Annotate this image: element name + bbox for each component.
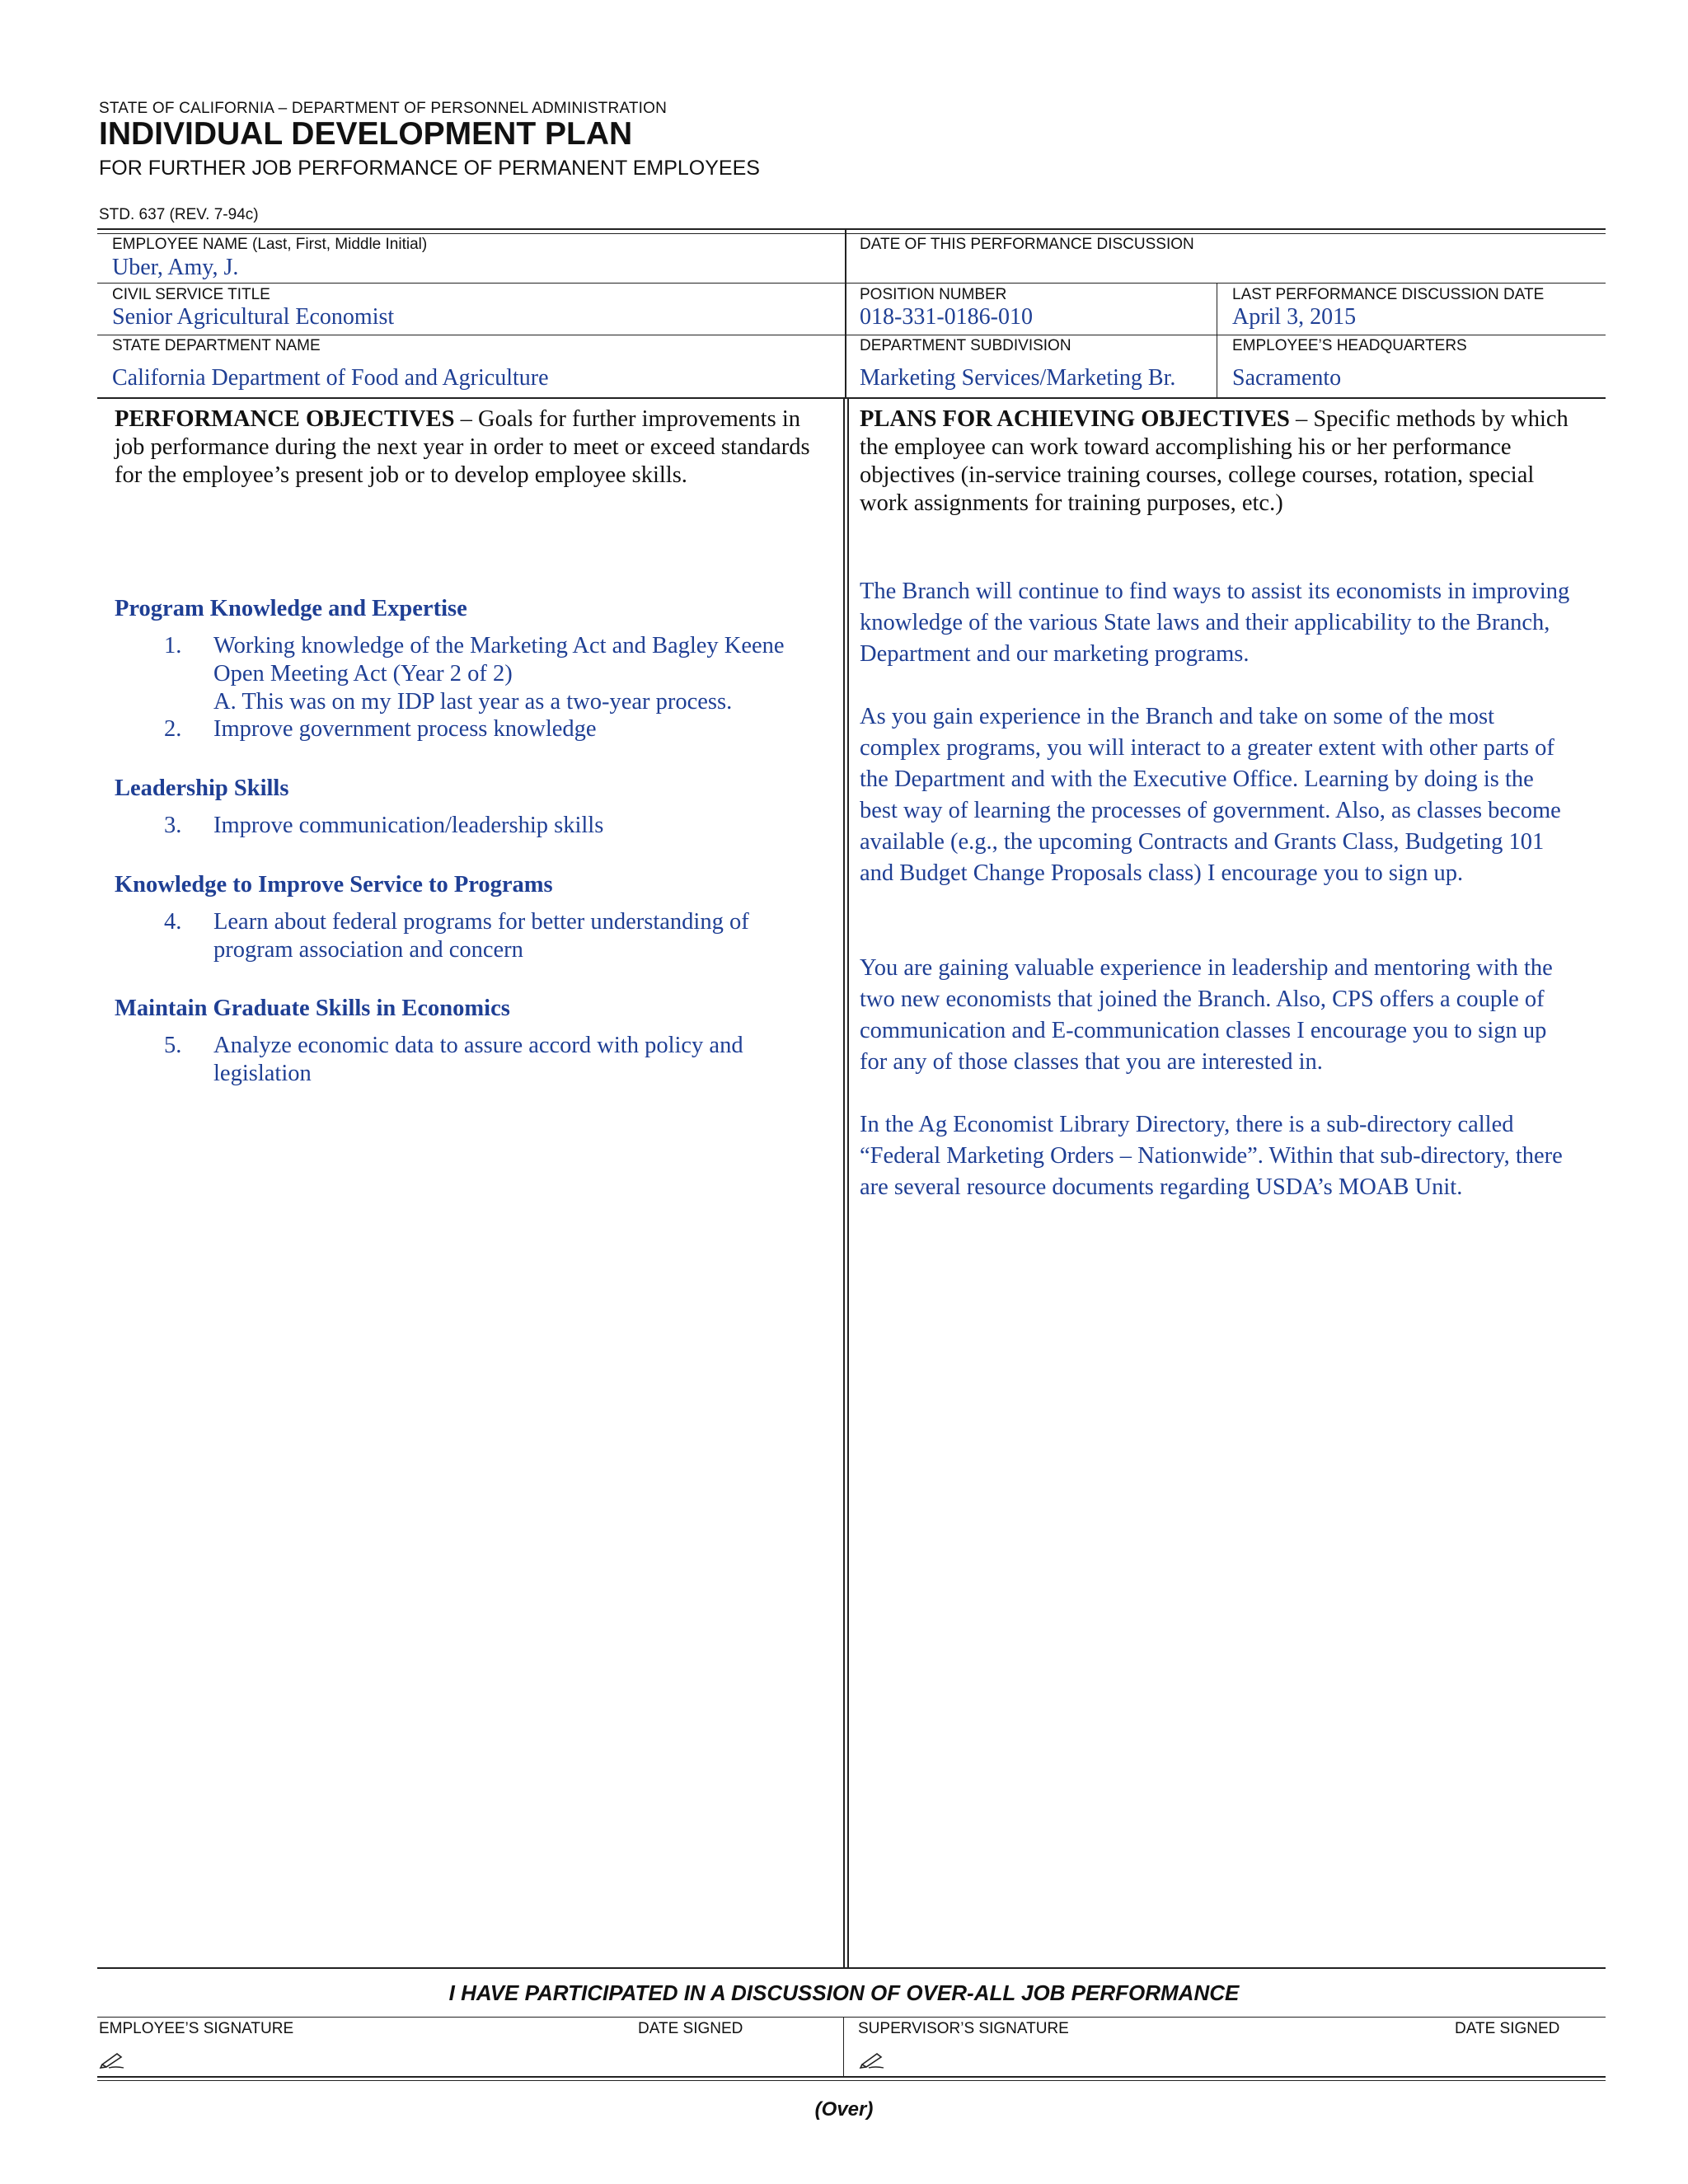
column-divider bbox=[843, 398, 845, 1967]
employee-signature-label: EMPLOYEE’S SIGNATURE bbox=[99, 2020, 294, 2037]
section-heading: Leadership Skills bbox=[115, 776, 289, 801]
item-subtext: A. This was on my IDP last year as a two-year process. bbox=[213, 689, 733, 715]
header-column-divider bbox=[845, 230, 846, 398]
objectives-intro bbox=[115, 405, 823, 490]
item-text: Improve communication/leadership skills bbox=[213, 813, 604, 838]
position-number-field[interactable]: 018-331-0186-010 bbox=[860, 304, 1033, 330]
plans-intro bbox=[860, 405, 1585, 518]
last-discussion-date-field[interactable]: April 3, 2015 bbox=[1232, 304, 1357, 330]
department-field[interactable]: California Department of Food and Agriculture bbox=[112, 365, 549, 391]
discussion-date-label: DATE OF THIS PERFORMANCE DISCUSSION bbox=[860, 236, 1194, 253]
form-subtitle: FOR FURTHER JOB PERFORMANCE OF PERMANENT EMPLOYEES bbox=[99, 157, 760, 180]
over-note: (Over) bbox=[814, 2098, 874, 2121]
headquarters-label: EMPLOYEE’S HEADQUARTERS bbox=[1232, 337, 1467, 354]
plan-paragraph: The Branch will continue to find ways to assist its economists in improving knowledge of the various State laws and their applicability to the Branch, Department and our marketing programs. bbox=[860, 579, 1570, 667]
supervisor-signature-label: SUPERVISOR’S SIGNATURE bbox=[858, 2020, 1069, 2037]
bottom-rule-inner bbox=[97, 2080, 1606, 2081]
signature-rule bbox=[97, 2017, 1606, 2018]
section-heading: Knowledge to Improve Service to Programs bbox=[115, 872, 553, 898]
employee-name-field[interactable]: Uber, Amy, J. bbox=[112, 255, 239, 280]
objective-item bbox=[164, 908, 823, 964]
objectives-intro-text: – Goals for further improvements in job performance during the next year in order to meet or exceed standards for the employee’s present job or to develop employee skills. bbox=[115, 406, 810, 488]
item-number: 3. bbox=[164, 813, 182, 838]
item-text: Analyze economic data to assure accord with policy and legislation bbox=[213, 1033, 743, 1086]
civil-service-title-field[interactable]: Senior Agricultural Economist bbox=[112, 304, 395, 330]
department-label: STATE DEPARTMENT NAME bbox=[112, 337, 321, 354]
section-heading: Maintain Graduate Skills in Economics bbox=[115, 996, 510, 1021]
item-text: Learn about federal programs for better understanding of program association and concern bbox=[213, 909, 749, 963]
signature-top-rule bbox=[97, 1967, 1606, 1969]
plans-heading: PLANS FOR ACHIEVING OBJECTIVES bbox=[860, 406, 1290, 432]
row-divider bbox=[97, 283, 1606, 284]
objective-item bbox=[164, 715, 823, 743]
item-number: 4. bbox=[164, 909, 182, 935]
form-number: STD. 637 (REV. 7-94c) bbox=[99, 206, 259, 223]
last-discussion-date-label: LAST PERFORMANCE DISCUSSION DATE bbox=[1232, 286, 1545, 303]
item-number: 2. bbox=[164, 716, 182, 742]
item-number: 5. bbox=[164, 1033, 182, 1058]
top-rule bbox=[97, 228, 1606, 230]
row-divider bbox=[97, 397, 1606, 399]
item-text: Improve government process knowledge bbox=[213, 716, 597, 742]
objective-item bbox=[164, 812, 823, 840]
subdivision-field[interactable]: Marketing Services/Marketing Br. bbox=[860, 365, 1176, 391]
position-number-label: POSITION NUMBER bbox=[860, 286, 1007, 303]
signature-column-divider bbox=[843, 2017, 844, 2076]
objectives-heading: PERFORMANCE OBJECTIVES bbox=[115, 406, 455, 432]
headquarters-field[interactable]: Sacramento bbox=[1232, 365, 1342, 391]
plans-intro-text: – Specific methods by which the employee can work toward accomplishing his or her performance objectives (in-service training courses, college courses, rotation, special work assignments for training purposes, etc.) bbox=[860, 406, 1568, 516]
discussion-statement: I HAVE PARTICIPATED IN A DISCUSSION OF OVER-ALL JOB PERFORMANCE bbox=[448, 1980, 1240, 2005]
plan-paragraph: In the Ag Economist Library Directory, there is a sub-directory called “Federal Marketing Orders – Nationwide”. Within that sub-directory, there are several resource documents regarding USDA’s MOAB Unit. bbox=[860, 1112, 1563, 1200]
column-divider-inner bbox=[847, 398, 849, 1967]
employee-name-label: EMPLOYEE NAME (Last, First, Middle Initial) bbox=[112, 236, 428, 253]
form-title: INDIVIDUAL DEVELOPMENT PLAN bbox=[99, 116, 633, 152]
employee-date-label: DATE SIGNED bbox=[638, 2020, 743, 2037]
top-rule-inner bbox=[97, 233, 1606, 234]
item-text: Working knowledge of the Marketing Act and Bagley Keene Open Meeting Act (Year 2 of 2) bbox=[213, 633, 785, 687]
agency-line: STATE OF CALIFORNIA – DEPARTMENT OF PERSONNEL ADMINISTRATION bbox=[99, 100, 668, 117]
pen-sign-icon[interactable] bbox=[859, 2050, 887, 2069]
objective-item bbox=[164, 1032, 823, 1088]
supervisor-date-label: DATE SIGNED bbox=[1455, 2020, 1560, 2037]
subdivision-label: DEPARTMENT SUBDIVISION bbox=[860, 337, 1071, 354]
section-heading: Program Knowledge and Expertise bbox=[115, 596, 467, 621]
pen-sign-icon[interactable] bbox=[99, 2050, 127, 2069]
civil-service-title-label: CIVIL SERVICE TITLE bbox=[112, 286, 270, 303]
bottom-rule bbox=[97, 2076, 1606, 2078]
item-number: 1. bbox=[164, 633, 182, 658]
plan-paragraph: You are gaining valuable experience in leadership and mentoring with the two new economists that joined the Branch. Also, CPS offers a couple of communication and E-communication classes I encourage you to sign up for any of those classes that you are interested in. bbox=[860, 955, 1553, 1075]
plan-paragraph: As you gain experience in the Branch and take on some of the most complex programs, you will interact to a greater extent with other parts of the Department and with the Executive Office. Learning by doing is the best way of learning the processes of government. Also, as classes become available (e.g., the upcoming Contracts and Grants Class, Budgeting 101 and Budget Change Proposals class) I encourage you to sign up. bbox=[860, 704, 1561, 886]
